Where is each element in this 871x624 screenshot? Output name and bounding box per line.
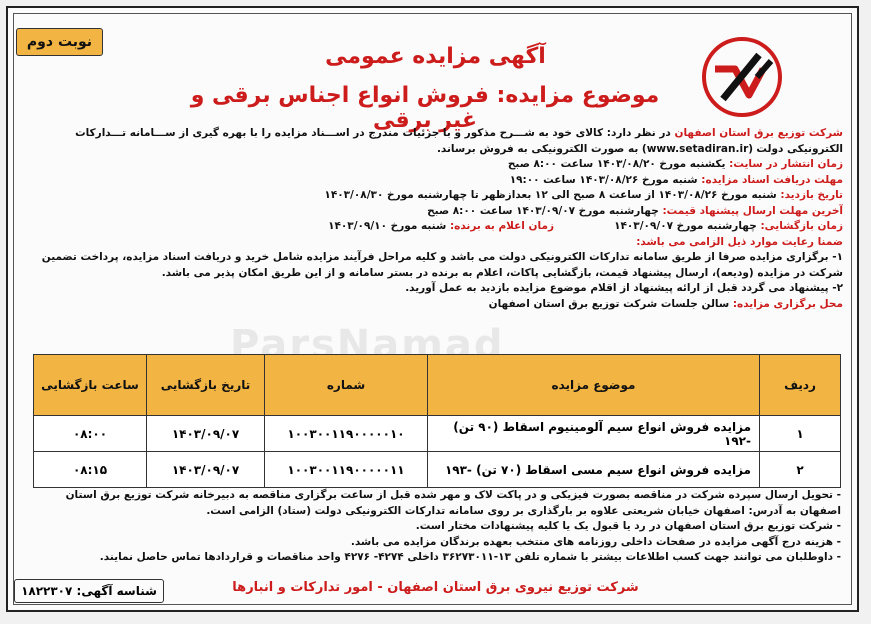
row-open-time: ۰۸:۰۰ — [34, 416, 147, 452]
footer-note: - شرکت توزیع برق استان اصفهان در رد یا قبول یک یا کلیه پیشنهادات مختار است. — [415, 520, 841, 532]
open-row — [28, 219, 843, 235]
open-label: زمان بازگشایی: — [760, 220, 843, 232]
ad-id-box: شناسه آگهی: ۱۸۲۲۳۰۷ — [14, 579, 164, 603]
col-open-date: تاریخ بازگشایی — [147, 355, 265, 416]
visit-label: تاریخ بازدید: — [780, 189, 843, 201]
footer-note: - هزینه درج آگهی مزایده در صفحات داخلی روزنامه های منتخب بعهده برندگان مزایده می باشد. — [350, 535, 841, 548]
visit-row — [28, 188, 843, 204]
intro-org: شرکت توزیع برق استان اصفهان — [674, 127, 843, 139]
intro-text: در نظر دارد: کالای خود به شـــرح مذکور و با جزئیات مندرج در اســـناد مزایده را با بهره گیری از ســـامانه تـــدارکات الکترونیکی دولت — [75, 127, 843, 155]
col-subject: موضوع مزایده — [428, 355, 760, 416]
row-open-time: ۰۸:۱۵ — [34, 452, 147, 488]
winner-value: شنبه مورخ ۱۴۰۳/۰۹/۱۰ — [328, 220, 450, 232]
intro-paragraph — [28, 126, 843, 157]
publish-label: زمان انتشار در سایت: — [729, 158, 843, 170]
auction-table — [33, 354, 841, 488]
publish-row — [28, 157, 843, 173]
docs-value: شنبه مورخ ۱۴۰۳/۰۸/۲۶ ساعت ۱۹:۰۰ — [509, 173, 702, 186]
row-number: ۱ — [760, 416, 841, 452]
intro-line2: (www.setadiran.ir) به صورت الکترونیکی به فروش برساند. — [436, 142, 754, 155]
venue-value: سالن جلسات شرکت توزیع برق استان اصفهان — [488, 297, 733, 310]
footer-note: - تحویل ارسال سپرده شرکت در مناقصه بصورت فیزیکی و در پاکت لاک و مهر شده قبل از ساعت برگزاری مناقصه به دبیرخانه شرکت توزیع برق استان اصفهان به آدرس: اصفهان خیابان شریعتی علاوه بر بارگذاری بر روی سامانه تدارکات الکترونیکی دولت (ستاد) الزامی است. — [65, 489, 841, 517]
row-number: ۲ — [760, 452, 841, 488]
round-badge: نوبت دوم — [16, 28, 103, 56]
deadline-label: آخرین مهلت ارسال پیشنهاد قیمت: — [662, 204, 843, 217]
ad-body — [28, 126, 843, 312]
venue-label: محل برگزاری مزایده: — [732, 297, 843, 310]
row-open-date: ۱۴۰۳/۰۹/۰۷ — [147, 452, 265, 488]
footer-notes — [30, 488, 841, 566]
table-header-row — [34, 355, 841, 416]
note-1: ۱- برگزاری مزایده صرفا از طریق سامانه تدارکات الکترونیکی دولت می باشد و کلیه مراحل فرآیند مزایده شامل خرید و دریافت اسناد مزایده، پرداخت تضمین شرکت در مزایده (ودیعه)، ارسال پیشنهاد قیمت، بازگشایی پاکات، اعلام به برنده در بستر سامانه و از این طریق امکان پذیر می باشد. — [41, 251, 843, 279]
table-row — [34, 452, 841, 488]
col-row-number: ردیف — [760, 355, 841, 416]
docs-row — [28, 173, 843, 189]
ad-subject: موضوع مزایده: فروش انواع اجناس برقی و غیر برقی — [190, 83, 660, 133]
row-subject: مزایده فروش انواع سیم مسی اسقاط (۷۰ تن) -۱۹۳ — [428, 452, 760, 488]
winner-label: زمان اعلام به برنده: — [449, 220, 554, 232]
col-open-time: ساعت بازگشایی — [34, 355, 147, 416]
deadline-row — [28, 204, 843, 220]
open-value: چهارشنبه مورخ ۱۴۰۳/۰۹/۰۷ — [614, 220, 761, 232]
ad-signature: شرکت توزیع نیروی برق استان اصفهان - امور تدارکات و انبارها — [232, 580, 639, 595]
publish-value: یکشنبه مورخ ۱۴۰۳/۰۸/۲۰ ساعت ۸:۰۰ صبح — [507, 158, 730, 170]
venue-row — [28, 297, 843, 313]
table-row — [34, 416, 841, 452]
deadline-value: چهارشنبه مورخ ۱۴۰۳/۰۹/۰۷ ساعت ۸:۰۰ صبح — [427, 204, 663, 217]
row-auction-number: ۱۰۰۳۰۰۱۱۹۰۰۰۰۰۱۱ — [265, 452, 428, 488]
row-subject: مزایده فروش انواع سیم آلومینیوم اسقاط (۹۰ تن) -۱۹۲ — [428, 416, 760, 452]
notes-heading — [28, 235, 843, 251]
footer-note: - داوطلبان می توانند جهت کسب اطلاعات بیشتر با شماره تلفن ۱۳-۳۶۲۷۳۰۱۱ داخلی ۴۲۷۴- ۴۲۷۶ واحد مناقصات و قراردادها تماس حاصل نمایند. — [99, 551, 841, 563]
ad-title: آگهی مزایده عمومی — [325, 44, 546, 69]
notes-heading-text: ضمنا رعایت موارد ذیل الزامی می باشد: — [636, 235, 843, 248]
visit-value: شنبه مورخ ۱۴۰۳/۰۸/۲۶ از ساعت ۸ صبح الی ۱۲ بعدازظهر تا چهارشنبه مورخ ۱۴۰۳/۰۸/۳۰ — [324, 189, 781, 201]
docs-label: مهلت دریافت اسناد مزایده: — [701, 173, 843, 186]
row-auction-number: ۱۰۰۳۰۰۱۱۹۰۰۰۰۰۱۰ — [265, 416, 428, 452]
row-open-date: ۱۴۰۳/۰۹/۰۷ — [147, 416, 265, 452]
col-number: شماره — [265, 355, 428, 416]
note-2: ۲- پیشنهاد می گردد قبل از ارائه پیشنهاد از اقلام موضوع مزایده بازدید به عمل آورید. — [405, 282, 843, 294]
